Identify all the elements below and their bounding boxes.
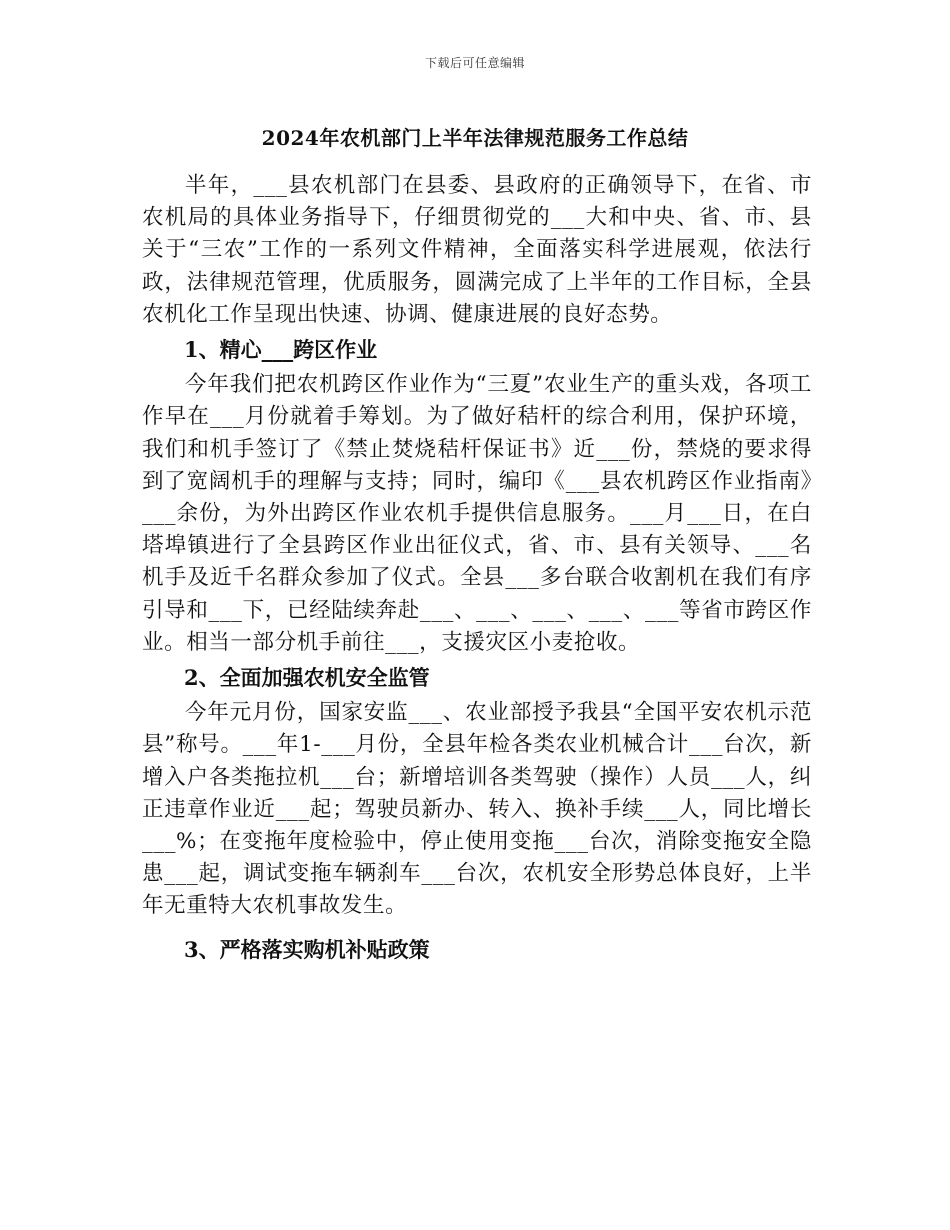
section-1-heading: 1、精心___跨区作业 (184, 337, 378, 363)
section-1-paragraph: 今年我们把农机跨区作业作为“三夏”农业生产的重头戏，各项工作早在___月份就着手筹划。为了做好秸杆的综合利用，保护环境，我们和机手签订了《禁止焚烧秸杆保证书》近___份，禁烧的要求得到了宽阔机手的理解与支持；同时，编印《___县农机跨区作业指南》___余份，为外出跨区作业农机手提供信息服务。___月___日，在白塔埠镇进行了全县跨区作业出征仪式，省、市、县有关领导、___名机手及近千名群众参加了仪式。全县___多台联合收割机在我们有序引导和___下，已经陆续奔赴___、___、___、___、___等省市跨区作业。相当一部分机手前往___，支援灾区小麦抢收。 (142, 372, 812, 655)
header-note: 下载后可任意编辑 (424, 56, 525, 70)
document-title: 2024年农机部门上半年法律规范服务工作总结 (261, 126, 689, 150)
section-2-heading: 2、全面加强农机安全监管 (184, 665, 430, 691)
section-2-paragraph: 今年元月份，国家安监___、农业部授予我县“全国平安农机示范县”称号。___年1-___月份，全县年检各类农业机械合计___台次，新增入户各类拖拉机___台；新增培训各类驾驶（操作）人员___人，纠正违章作业近___起；驾驶员新办、转入、换补手续___人，同比增长___%；在变拖年度检验中，停止使用变拖___台次，消除变拖安全隐患___起，调试变拖车辆刹车___台次，农机安全形势总体良好，上半年无重特大农机事故发生。 (142, 700, 812, 919)
section-3-heading: 3、严格落实购机补贴政策 (184, 936, 430, 962)
document-body (142, 170, 812, 969)
intro-paragraph: 半年，___县农机部门在县委、县政府的正确领导下，在省、市农机局的具体业务指导下，仔细贯彻党的___大和中央、省、市、县关于“三农”工作的一系列文件精神，全面落实科学进展观，依法行政，法律规范管理，优质服务，圆满完成了上半年的工作目标，全县农机化工作呈现出快速、协调、健康进展的良好态势。 (142, 173, 812, 327)
